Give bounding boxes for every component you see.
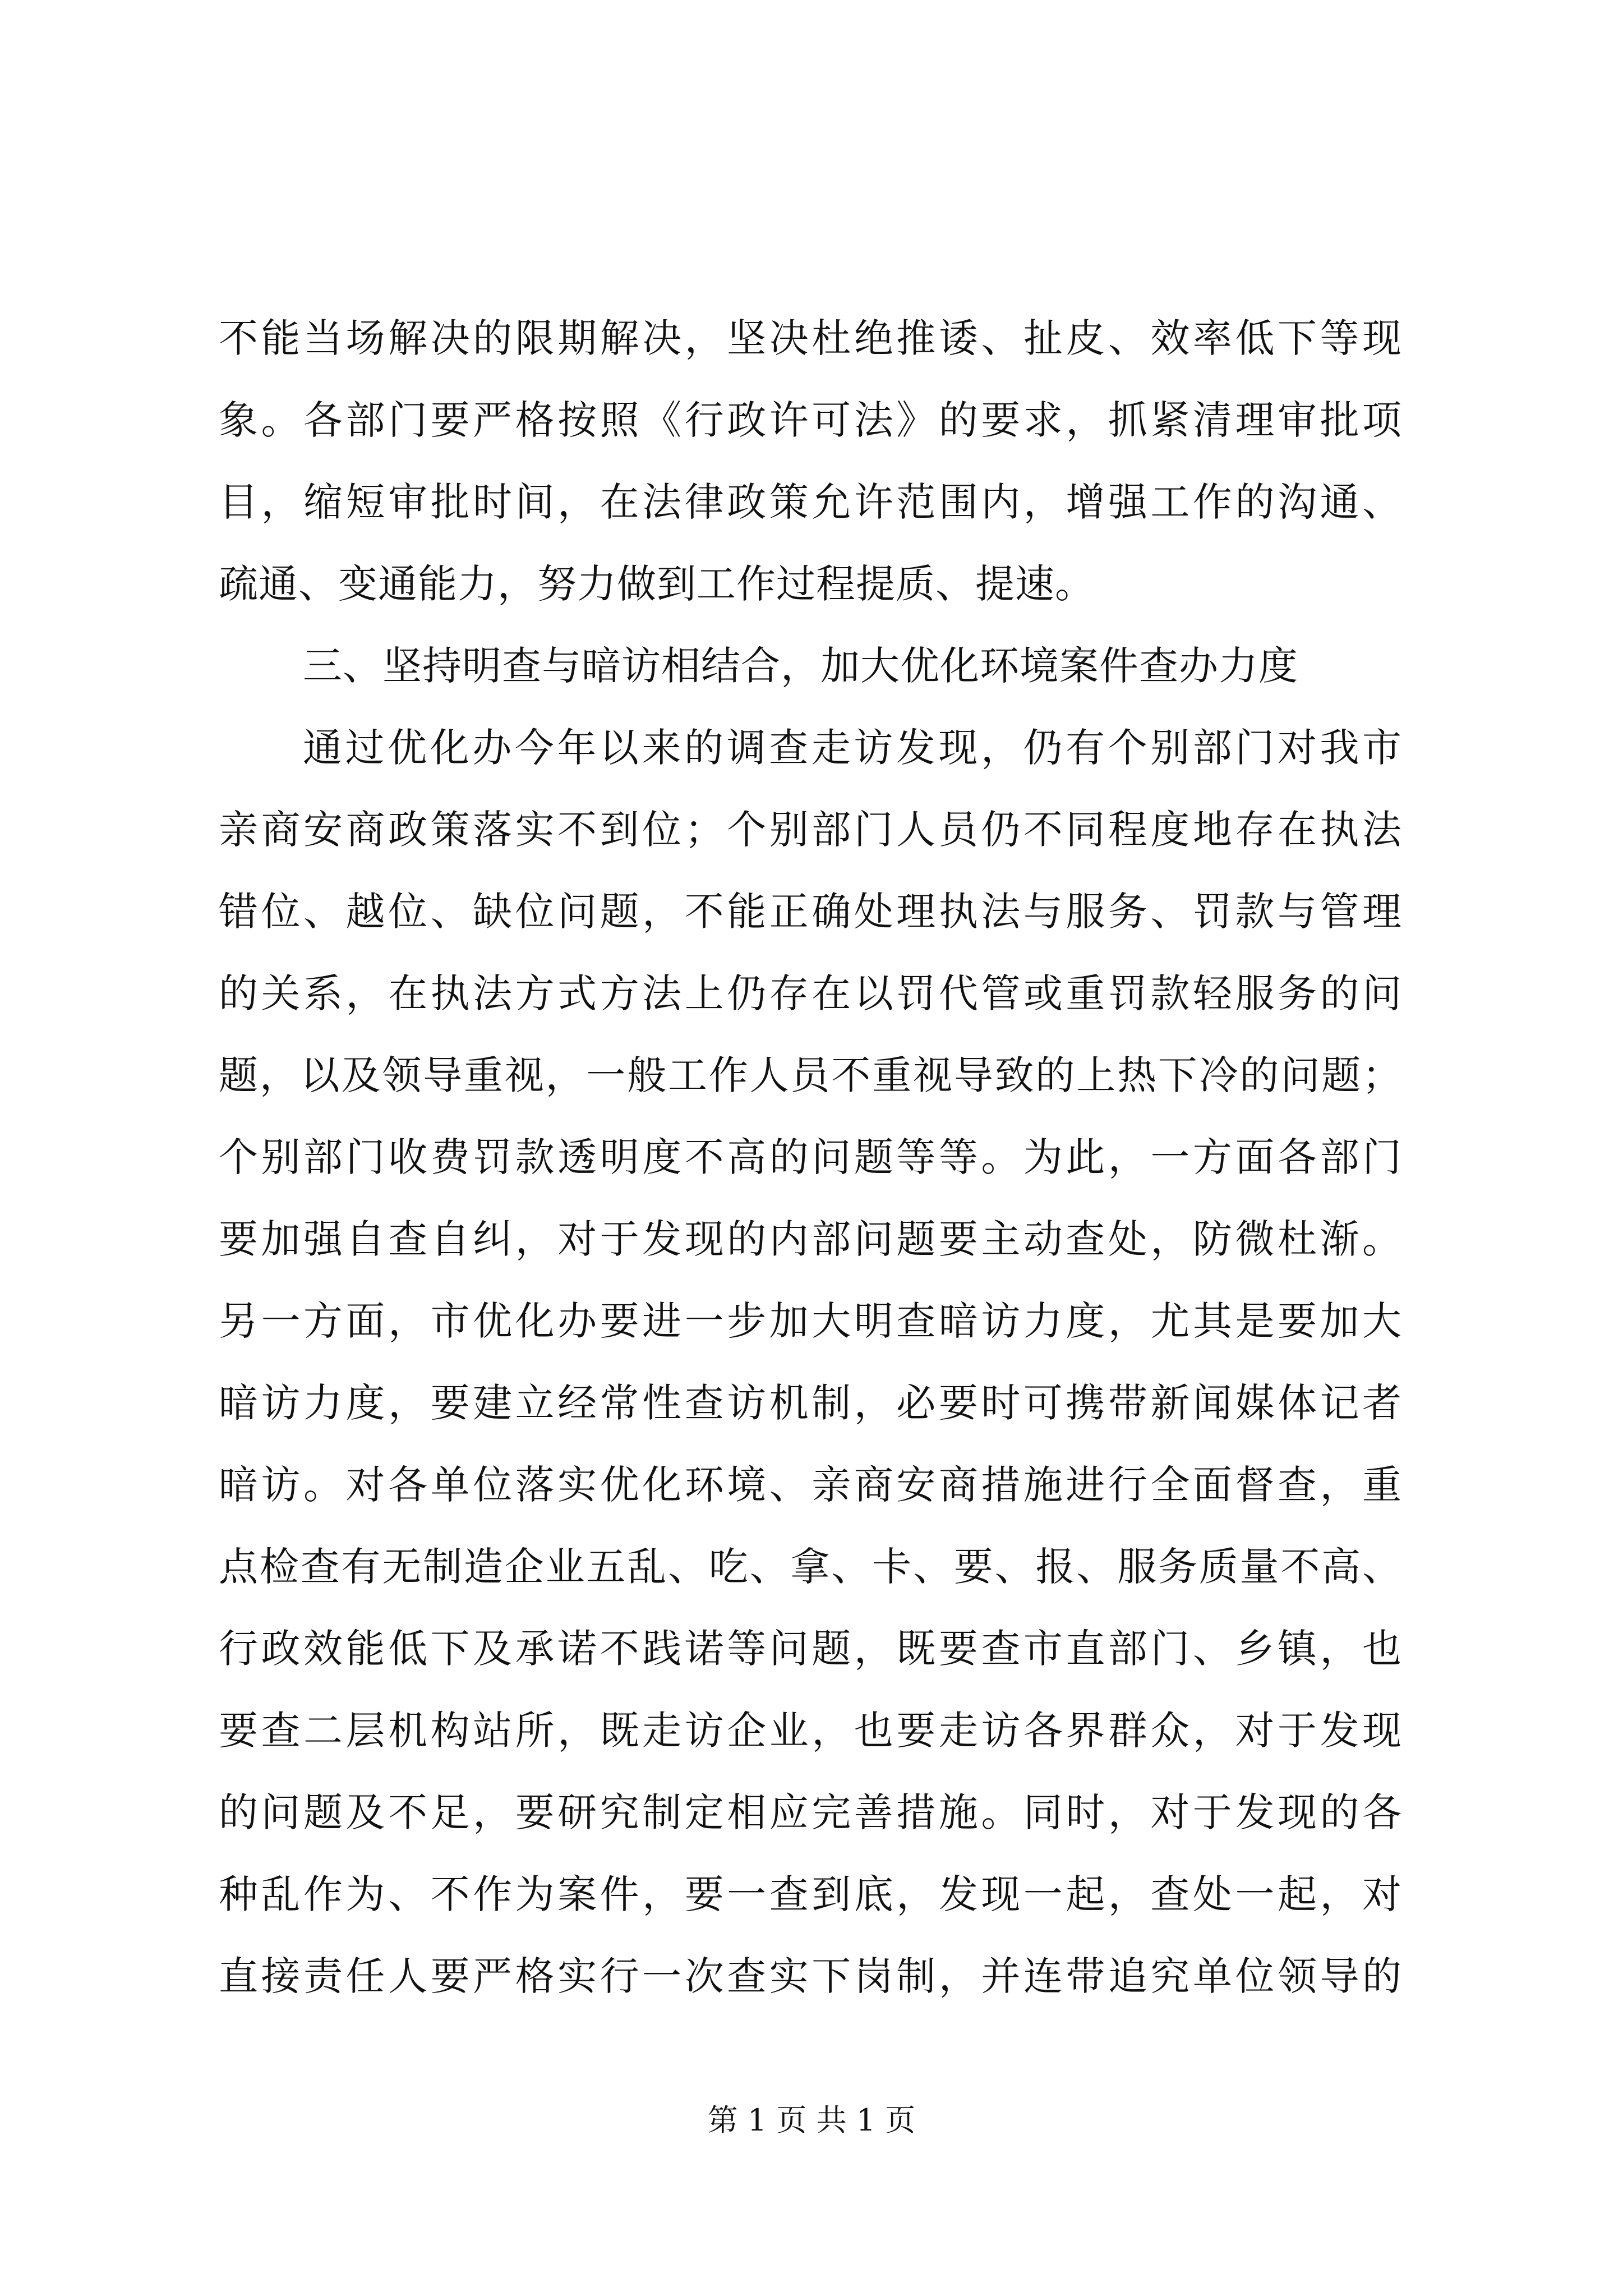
text-line: 点检查有无制造企业五乱、吃、拿、卡、要、报、服务质量不高、 — [219, 1544, 1402, 1590]
text-line: 暗访力度，要建立经常性查访机制，必要时可携带新闻媒体记者 — [219, 1380, 1402, 1426]
text-line: 行政效能低下及承诺不践诺等问题，既要查市直部门、乡镇，也 — [219, 1626, 1402, 1672]
page-footer: 第 1 页 共 1 页 — [707, 2102, 916, 2138]
document-body — [219, 297, 1402, 2017]
text-line: 另一方面，市优化办要进一步加大明查暗访力度，尤其是要加大 — [219, 1298, 1402, 1344]
text-line: 亲商安商政策落实不到位；个别部门人员仍不同程度地存在执法 — [219, 807, 1402, 853]
text-line: 个别部门收费罚款透明度不高的问题等等。为此，一方面各部门 — [219, 1134, 1402, 1180]
text-line: 通过优化办今年以来的调查走访发现，仍有个别部门对我市 — [303, 725, 1402, 771]
text-line: 的问题及不足，要研究制定相应完善措施。同时，对于发现的各 — [219, 1789, 1402, 1835]
text-line: 不能当场解决的限期解决，坚决杜绝推诿、扯皮、效率低下等现 — [219, 315, 1402, 361]
section-heading: 三、坚持明查与暗访相结合，加大优化环境案件查办力度 — [303, 643, 1298, 689]
text-line: 象。各部门要严格按照《行政许可法》的要求，抓紧清理审批项 — [219, 397, 1402, 443]
text-line: 目，缩短审批时间，在法律政策允许范围内，增强工作的沟通、 — [219, 479, 1402, 525]
text-line: 暗访。对各单位落实优化环境、亲商安商措施进行全面督查，重 — [219, 1462, 1402, 1508]
text-line: 的关系，在执法方式方法上仍存在以罚代管或重罚款轻服务的问 — [219, 970, 1402, 1016]
text-line: 错位、越位、缺位问题，不能正确处理执法与服务、罚款与管理 — [219, 889, 1402, 935]
text-line: 要加强自查自纠，对于发现的内部问题要主动查处，防微杜渐。 — [219, 1216, 1402, 1262]
text-line: 疏通、变通能力，努力做到工作过程提质、提速。 — [219, 561, 1095, 607]
text-line: 要查二层机构站所，既走访企业，也要走访各界群众，对于发现 — [219, 1708, 1402, 1754]
text-line: 种乱作为、不作为案件，要一查到底，发现一起，查处一起，对 — [219, 1871, 1402, 1917]
text-line: 直接责任人要严格实行一次查实下岗制，并连带追究单位领导的 — [219, 1953, 1402, 1999]
text-line: 题，以及领导重视，一般工作人员不重视导致的上热下冷的问题； — [219, 1052, 1402, 1098]
